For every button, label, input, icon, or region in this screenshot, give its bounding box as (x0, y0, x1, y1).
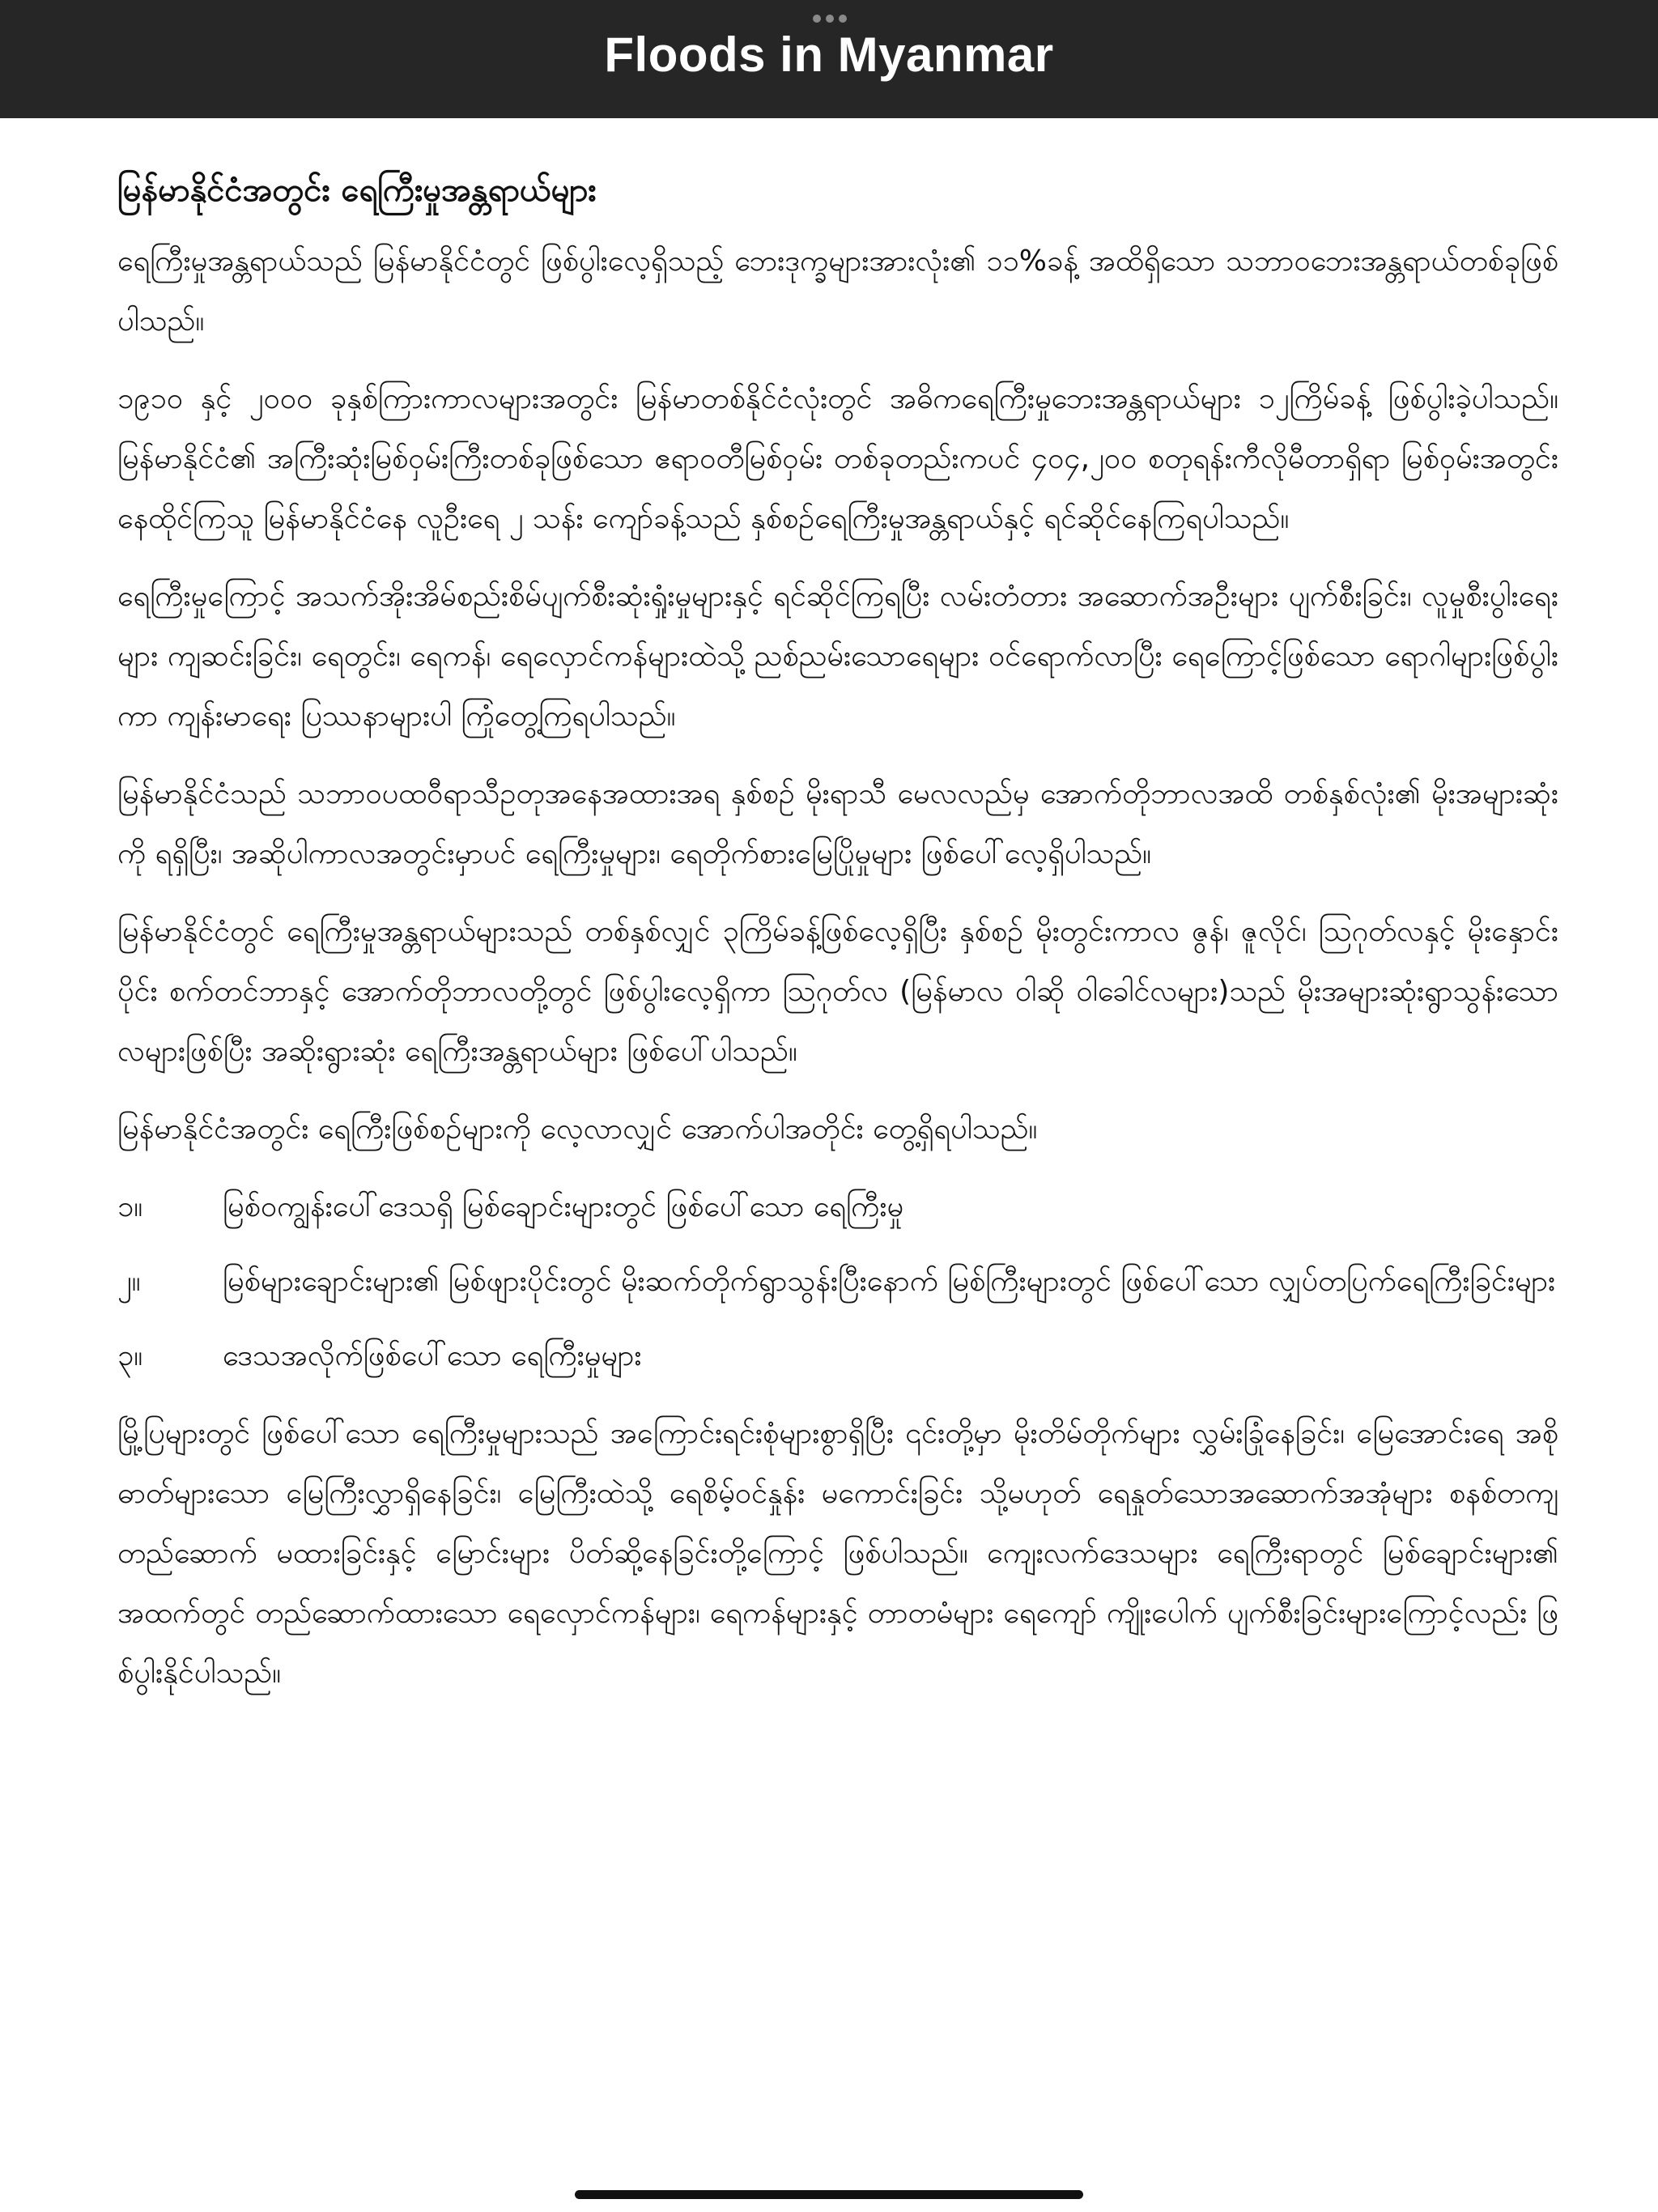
article-body (117, 162, 1558, 1721)
list-number: ၃။ (117, 1339, 143, 1372)
closing-paragraph: မြို့ပြများတွင် ဖြစ်ပေါ်သော ရေကြီးမှုများသည် အကြောင်းရင်းစုံများစွာရှိပြီး ၎င်းတို့မှာ မိုးတိမ်တိုက်များ လွှမ်းခြုံနေခြင်း၊ မြေအောင်းရေ အစိုဓာတ်များသော မြေကြီးလွှာရှိနေခြင်း၊ မြေကြီးထဲသို့ ရေစိမ့်ဝင်နှုန်း မကောင်းခြင်း သို့မဟုတ် ရေနှုတ်သောအဆောက်အအုံများ စနစ်တကျ တည်ဆောက် မထားခြင်းနှင့် မြောင်းများ ပိတ်ဆို့နေခြင်းတို့ကြောင့် ဖြစ်ပါသည်။ ကျေးလက်ဒေသများ ရေကြီးရာတွင် မြစ်ချောင်းများ၏ အထက်တွင် တည်ဆောက်ထားသော ရေလှောင်ကန်များ၊ ရေကန်များနှင့် တာတမံများ ရေကျော် ကျိုးပေါက် ပျက်စီးခြင်းများကြောင့်လည်း ဖြစ်ပွါးနိုင်ပါသည်။ (117, 1417, 1558, 1690)
flood-types-list (117, 1177, 1558, 1386)
paragraph: ရေကြီးမှုကြောင့် အသက်အိုးအိမ်စည်းစိမ်ပျက်စီးဆုံးရှုံးမှုများနှင့် ရင်ဆိုင်ကြရပြီး လမ်းတံတား အဆောက်အဦးများ ပျက်စီးခြင်း၊ လူမှုစီးပွါးရေးများ ကျဆင်းခြင်း၊ ရေတွင်း၊ ရေကန်၊ ရေလှောင်ကန်များထဲသို့ ညစ်ညမ်းသောရေများ ဝင်ရောက်လာပြီး ရေကြောင့်ဖြစ်သော ရောဂါများဖြစ်ပွါးကာ ကျန်းမာရေး ပြဿနာများပါ ကြုံတွေ့ကြရပါသည်။ (117, 580, 1558, 733)
list-item (117, 1177, 1558, 1237)
home-indicator[interactable] (575, 2190, 1083, 2199)
paragraph: ရေကြီးမှုအန္တရာယ်သည် မြန်မာနိုင်ငံတွင် ဖြစ်ပွါးလေ့ရှိသည့် ဘေးဒုက္ခများအားလုံး၏ ၁၁%ခန့် အထိရှိသော သဘာဝဘေးအန္တရာယ်တစ်ခုဖြစ်ပါသည်။ (117, 245, 1558, 338)
title-bar (0, 0, 1658, 118)
list-item (117, 1252, 1558, 1312)
list-number: ၁။ (117, 1190, 143, 1223)
dot-icon (839, 15, 847, 23)
list-text: မြစ်ဝကျွန်းပေါ်ဒေသရှိ မြစ်ချောင်းများတွင် ဖြစ်ပေါ်သော ရေကြီးမှု (223, 1190, 904, 1223)
dot-icon (826, 15, 834, 23)
list-text: မြစ်များချောင်းများ၏ မြစ်ဖျားပိုင်းတွင် မိုးဆက်တိုက်ရွာသွန်းပြီးနောက် မြစ်ကြီးများတွင် ဖြစ်ပေါ်သော လျှပ်တပြက်ရေကြီးခြင်းများ (223, 1265, 1556, 1298)
list-text: ဒေသအလိုက်ဖြစ်ပေါ်သော ရေကြီးမှုများ (223, 1339, 642, 1372)
article-heading: မြန်မာနိုင်ငံအတွင်း ရေကြီးမှုအန္တရာယ်များ (117, 172, 597, 209)
paragraph: မြန်မာနိုင်ငံတွင် ရေကြီးမှုအန္တရာယ်များသည် တစ်နှစ်လျှင် ၃ကြိမ်ခန့်ဖြစ်လေ့ရှိပြီး နှစ်စဉ် မိုးတွင်းကာလ ဇွန်၊ ဇူလိုင်၊ ဩဂုတ်လနှင့် မိုးနှောင်းပိုင်း စက်တင်ဘာနှင့် အောက်တိုဘာလတို့တွင် ဖြစ်ပွါးလေ့ရှိကာ ဩဂုတ်လ (မြန်မာလ ဝါဆို ဝါခေါင်လများ)သည် မိုးအများဆုံးရွာသွန်းသောလများဖြစ်ပြီး အဆိုးရွားဆုံး ရေကြီးအန္တရာယ်များ ဖြစ်ပေါ်ပါသည်။ (117, 915, 1558, 1068)
page-title: Floods in Myanmar (604, 28, 1054, 82)
paragraph: မြန်မာနိုင်ငံအတွင်း ရေကြီးဖြစ်စဉ်များကို လေ့လာလျှင် အောက်ပါအတိုင်း တွေ့ရှိရပါသည်။ (117, 1112, 1038, 1146)
list-number: ၂။ (117, 1265, 141, 1298)
paragraph: မြန်မာနိုင်ငံသည် သဘာဝပထဝီရာသီဥတုအနေအထားအရ နှစ်စဉ် မိုးရာသီ မေလလည်မှ အောက်တိုဘာလအထိ တစ်နှစ်လုံး၏ မိုးအများဆုံးကို ရရှိပြီး၊ အဆိုပါကာလအတွင်းမှာပင် ရေကြီးမှုများ၊ ရေတိုက်စားမြေပြိုမှုများ ဖြစ်ပေါ်လေ့ရှိပါသည်။ (117, 777, 1558, 870)
dot-icon (813, 15, 821, 23)
list-item (117, 1326, 1558, 1386)
paragraph: ၁၉၁၀ နှင့် ၂၀၀၀ ခုနှစ်ကြားကာလများအတွင်း မြန်မာတစ်နိုင်ငံလုံးတွင် အဓိကရေကြီးမှုဘေးအန္တရာယ်များ ၁၂ကြိမ်ခန့် ဖြစ်ပွါးခဲ့ပါသည်။ မြန်မာနိုင်ငံ၏ အကြီးဆုံးမြစ်ဝှမ်းကြီးတစ်ခုဖြစ်သော ဧရာဝတီမြစ်ဝှမ်း တစ်ခုတည်းကပင် ၄၀၄,၂၀၀ စတုရန်းကီလိုမီတာရှိရာ မြစ်ဝှမ်းအတွင်းနေထိုင်ကြသူ မြန်မာနိုင်ငံနေ လူဦးရေ ၂ သန်း ကျော်ခန့်သည် နှစ်စဉ်ရေကြီးမှုအန္တရာယ်နှင့် ရင်ဆိုင်နေကြရပါသည်။ (117, 382, 1558, 535)
